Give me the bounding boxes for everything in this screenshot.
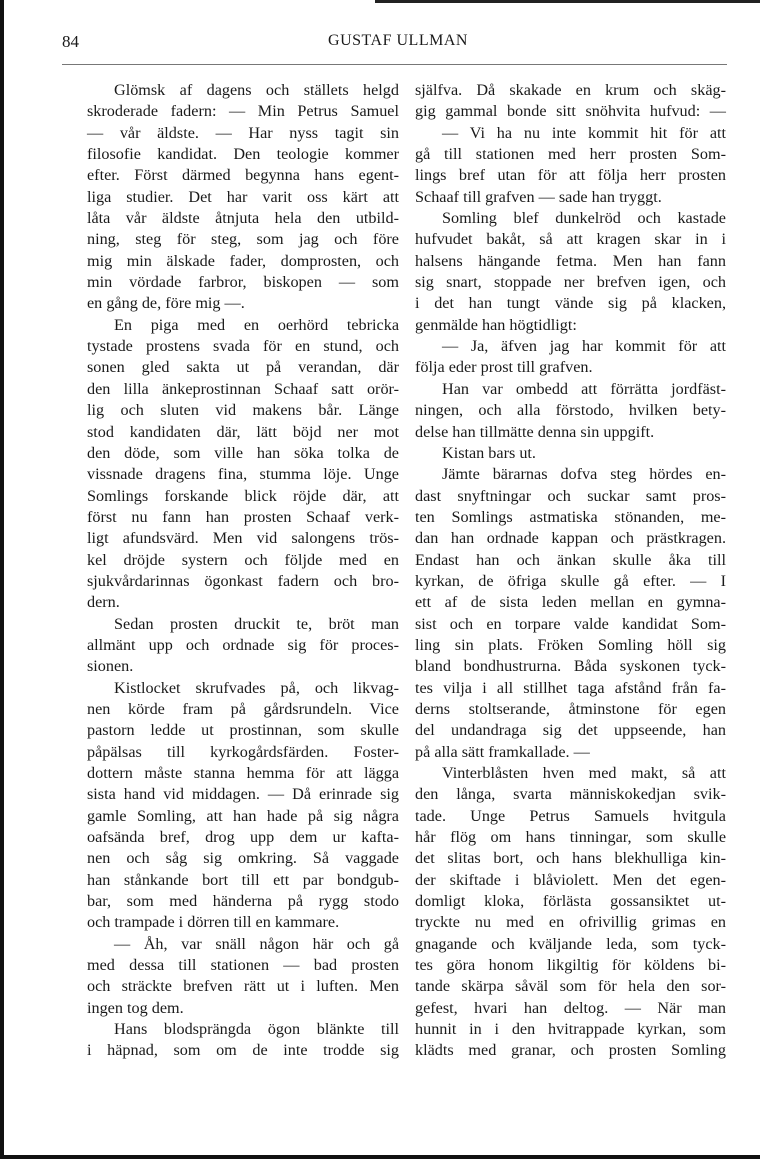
text-line: själfva. Då skakade en krum och skäg- [415,81,726,99]
text-line: min vördade farbror, biskopen — som [87,273,399,292]
text-line: — Ja, äfven jag har kommit för att [442,337,726,356]
text-line: sjukvårdarinnas ögonkast fadern och bro- [87,571,399,590]
text-line: genmälde han högtidligt: [415,315,577,334]
text-line: ett af de sista leden mellan en gymna- [415,593,726,612]
text-line: skroderade fadern: — Min Petrus Samuel [87,102,399,121]
text-line: gefest, hvari han deltog. — När man [415,998,726,1017]
text-line: bland bondhustrurna. Båda syskonen tyck- [415,657,726,676]
text-line: sonen gled sakta ut på verandan, där [87,358,399,377]
text-line: den lilla änkeprostinnan Schaaf satt orör- [87,379,399,398]
text-line: hår flög om hans tinningar, som skulle [415,828,726,847]
text-line: vissnade dragens fina, stumma löje. Unge [87,465,399,484]
text-line: kyrkan, de öfriga skulle gå efter. — I [415,571,726,590]
text-line: hufvudet bakåt, så att kragen skar in i [415,230,726,249]
text-line: Kistlocket skrufvades på, och likvag- [114,678,399,697]
text-line: sist och en torpare valde kandidat Som- [415,614,726,633]
text-line: dottern måste stanna hemma för att lägga [87,764,399,782]
text-line: — vår äldste. — Har nyss tagit sin [87,123,399,142]
text-line: pastorn ledde ut prostinnan, som skulle [87,721,399,740]
text-line: ningen, och alla förstodo, hvilken bety- [415,401,726,420]
text-line: hunnit in i den hvitrappade kyrkan, som [415,1020,726,1039]
text-line: han stånkande bort till ett par bondgub- [87,870,399,889]
scan-edge-top [375,0,760,3]
page-number: 84 [62,32,79,51]
text-line: ling sin plats. Fröken Somling höll sig [415,635,726,654]
text-line: tes vilja i all stillhet taga afstånd från fa- [415,678,726,697]
text-line: del undandraga sig det uppseende, han [415,721,726,740]
text-line: Sedan prosten druckit te, bröt man [114,614,399,633]
text-line: dan han ordnade kappan och prästkragen. [415,529,726,548]
text-line: på alla sätt framkallade. — [415,742,590,761]
text-line: liga studier. Det har varit oss kärt att [87,187,399,206]
header-rule [62,64,727,65]
text-line: oafsända bref, drog upp dem ur kafta- [87,828,399,847]
text-line: och trampade i dörren till en kammare. [87,913,340,932]
text-line: en gång de, före mig —. [87,294,245,313]
text-line: lig och sluten vid makens bår. Länge [87,401,399,420]
text-line: Han var ombedd att förrätta jordfäst- [442,379,726,398]
text-line: lings bref utan för att följa herr prosten [415,166,726,185]
text-line: Somling blef dunkelröd och kastade [442,209,726,228]
text-line: nen körde fram på gårdsrundeln. Vice [87,699,399,718]
text-line: ligt afundsvärd. Men vid salongens trös- [87,529,399,548]
text-line: Vinterblåsten hven med makt, så att [442,764,726,782]
text-line: Jämte bärarnas dofva steg hördes en- [442,465,726,484]
right-column [415,80,726,1062]
text-line: bar, som med händerna på rygg stodo [87,892,399,911]
text-line: derns stoltserande, åtminstone för egen [415,699,726,718]
text-line: Hans blodsprängda ögon blänkte till [114,1020,399,1039]
text-line: den döde, som ville han söka tolka de [87,443,399,462]
text-line: klädts med granar, och prosten Somling [415,1041,726,1060]
text-line: Endast han och änkan skulle åka till [415,550,726,569]
text-line: det slitas bort, och hans blekhulliga kin- [415,849,726,868]
text-line: dast snyftningar och suckar samt pros- [415,486,726,505]
text-line: tes göra honom likgiltig för köldens bi- [415,956,726,975]
text-line: der skiftade i blåviolett. Men det egen- [415,870,726,889]
text-line: tystade prostens svada för en stund, och [87,337,399,356]
text-line: och sträckte brefven rätt ut i luften. Men [87,977,399,996]
text-line: i häpnad, som om de inte trodde sig [87,1041,399,1060]
text-line: Glömsk af dagens och ställets helgd [114,81,399,99]
text-line: nen och såg sig omkring. Så vaggade [87,849,399,868]
text-line: följa eder prost till grafven. [415,358,593,377]
scan-edge-left [0,0,4,1159]
text-line: dern. [87,593,120,612]
text-line: efter. Först därmed begynna hans egent- [87,166,399,185]
text-line: mig min älskade fader, domprosten, och [87,251,399,270]
text-line: En piga med en oerhörd tebricka [114,315,399,334]
text-line: tryckte nu med en ofrivillig grimas en [415,913,726,932]
text-line: Schaaf till grafven — sade han tryggt. [415,187,662,206]
text-line: filosofie kandidat. Den teologie kommer [87,145,399,164]
text-line: den långa, svarta människokedjan svik- [415,785,726,804]
text-line: — Åh, var snäll någon här och gå [114,934,399,953]
text-line: först nu fann han prosten Schaaf verk- [87,507,399,526]
text-line: påpälsas till kyrkogårdsfärden. Foster- [87,742,399,761]
text-line: delse han tillmätte denna sin uppgift. [415,422,655,441]
text-line: kel dröjde systern och följde med en [87,550,399,569]
left-column [87,80,399,1062]
text-line: gnagande och kväljande leda, som tyck- [415,934,726,953]
text-line: med dessa till stationen — bad prosten [87,956,399,975]
text-line: — Vi ha nu inte kommit hit för att [442,123,726,142]
text-line: stod kandidaten där, lätt böjd ner mot [87,422,399,441]
text-line: domligt kloka, förlästa gossansiktet ut- [415,892,726,911]
running-title: GUSTAF ULLMAN [328,32,468,49]
text-line: gamle Somling, att han hade på sig några [87,806,399,825]
text-line: tade. Unge Petrus Samuels hvitgula [415,806,726,825]
text-line: Kistan bars ut. [442,443,536,462]
text-line: ingen tog dem. [87,998,184,1017]
text-line: sista hand vid middagen. — Då erinrade sig [87,785,399,804]
text-line: i det han tungt vände sig på klacken, [415,294,726,313]
text-line: Somlings forskande blick röjde där, att [87,486,399,505]
scan-edge-bottom [0,1155,760,1159]
text-line: låta vår äldste åtnjuta hela den utbild- [87,209,399,228]
text-line: sig snart, stoppade ner brefven igen, och [415,273,726,292]
text-line: ning, steg för steg, som jag och före [87,230,399,249]
text-line: tande skärpa såväl som för hela den sor- [415,977,726,996]
page-header [62,32,727,58]
text-line: ten Somlings astmatiska stönanden, me- [415,507,726,526]
text-line: sionen. [87,657,134,676]
text-line: allmänt upp och ordnade sig för proces- [87,635,399,654]
text-line: gig gammal bonde sitt snöhvita hufvud: — [415,102,726,121]
text-line: halsens hängande fetma. Men han fann [415,251,726,270]
text-line: gå till stationen med herr prosten Som- [415,145,726,164]
